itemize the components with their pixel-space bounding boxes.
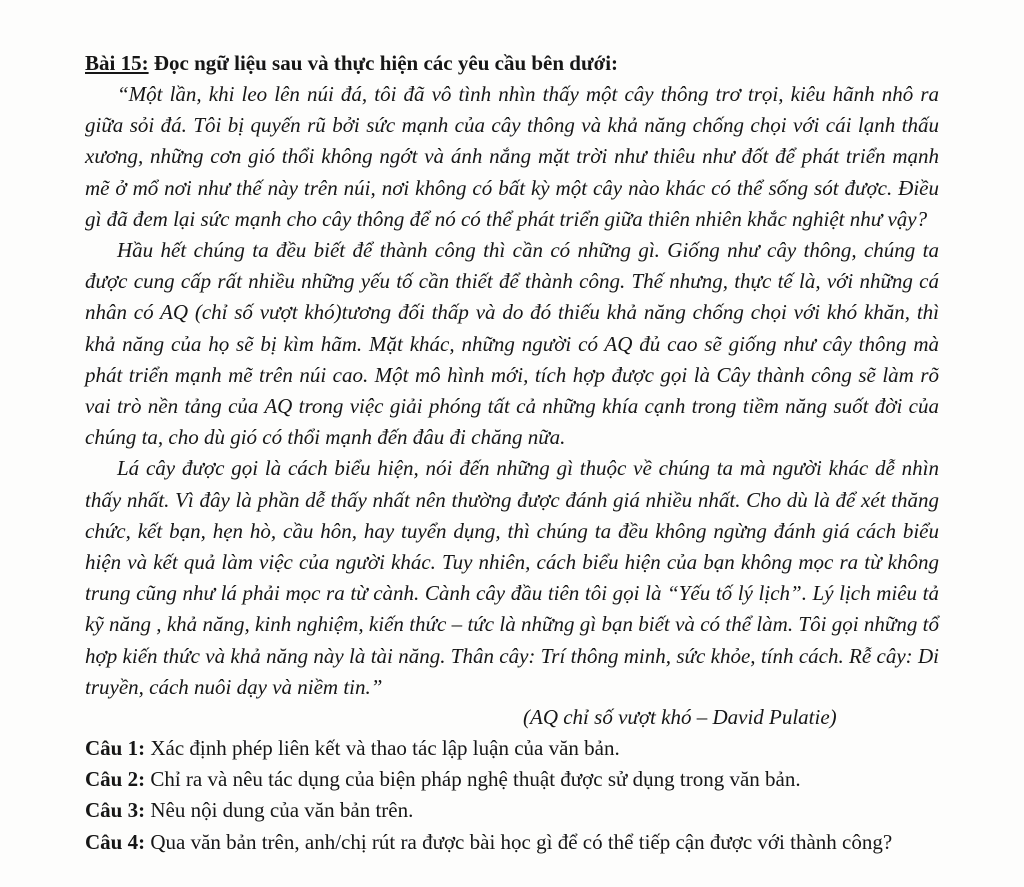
question-item	[85, 827, 939, 858]
question-label: Câu 3:	[85, 798, 146, 823]
passage-paragraph: Hầu hết chúng ta đều biết để thành công thì cần có những gì. Giống như cây thông, chúng ta được cung cấp rất nhiều những yếu tố cần thiết để thành công. Thế nhưng, thực tế là, với những cá nhân có AQ (chỉ số vượt khó)tương đối thấp và do đó thiếu khả năng chống chọi với khó khăn, thì khả năng của họ sẽ bị kìm hãm. Mặt khác, những người có AQ đủ cao sẽ giống như cây thông mà phát triển mạnh mẽ trên núi cao. Một mô hình mới, tích hợp được gọi là Cây thành công sẽ làm rõ vai trò nền tảng của AQ trong việc giải phóng tất cả những khía cạnh trong tiềm năng suốt đời của chúng ta, cho dù gió có thổi mạnh đến đâu đi chăng nữa.	[85, 238, 939, 450]
exercise-header	[85, 48, 618, 79]
question-label: Câu 2:	[85, 767, 146, 792]
question-text: Qua văn bản trên, anh/chị rút ra được bài học gì để có thể tiếp cận được với thành công?	[150, 829, 893, 854]
question-list	[85, 733, 939, 858]
reading-passage	[85, 79, 939, 703]
question-item	[85, 764, 939, 795]
exercise-instruction: Đọc ngữ liệu sau và thực hiện các yêu cầu bên dưới:	[153, 51, 619, 75]
question-item	[85, 795, 939, 826]
passage-source: (AQ chỉ số vượt khó – David Pulatie)	[523, 705, 837, 729]
question-text: Nêu nội dung của văn bản trên.	[150, 798, 414, 823]
question-label: Câu 4:	[85, 829, 146, 854]
question-text: Chỉ ra và nêu tác dụng của biện pháp nghệ thuật được sử dụng trong văn bản.	[150, 767, 801, 792]
passage-paragraph: Lá cây được gọi là cách biểu hiện, nói đến những gì thuộc về chúng ta mà người khác dễ nhìn thấy nhất. Vì đây là phần dễ thấy nhất nên thường được đánh giá nhiều nhất. Cho dù là để xét thăng chức, kết bạn, hẹn hò, cầu hôn, hay tuyển dụng, thì chúng ta đều không ngừng đánh giá cách biểu hiện và kết quả làm việc của người khác. Tuy nhiên, cách biểu hiện của bạn không mọc ra từ không trung cũng như lá phải mọc ra từ cành. Cành cây đầu tiên tôi gọi là “Yếu tố lý lịch”. Lý lịch miêu tả kỹ năng , khả năng, kinh nghiệm, kiến thức – tức là những gì bạn biết và có thể làm. Tôi gọi những tổ hợp kiến thức và khả năng này là tài năng. Thân cây: Trí thông minh, sức khỏe, tính cách. Rễ cây: Di truyền, cách nuôi dạy và niềm tin.”	[85, 456, 939, 699]
question-text: Xác định phép liên kết và thao tác lập luận của văn bản.	[150, 736, 620, 760]
passage-paragraph: “Một lần, khi leo lên núi đá, tôi đã vô tình nhìn thấy một cây thông trơ trọi, kiêu hãnh nhô ra giữa sỏi đá. Tôi bị quyến rũ bởi sức mạnh của cây thông và khả năng chống chọi với cái lạnh thấu xương, những cơn gió thổi không ngớt và ánh nắng mặt trời như thiêu như đốt để phát triển mạnh mẽ ở mổ nơi như thế này trên núi, nơi không có bất kỳ một cây nào khác có thể sống sót được. Điều gì đã đem lại sức mạnh cho cây thông để nó có thể phát triển giữa thiên nhiên khắc nghiệt như vậy?	[85, 82, 939, 231]
exercise-number: Bài 15:	[85, 51, 149, 75]
question-label: Câu 1:	[85, 736, 146, 760]
question-item	[85, 733, 939, 764]
